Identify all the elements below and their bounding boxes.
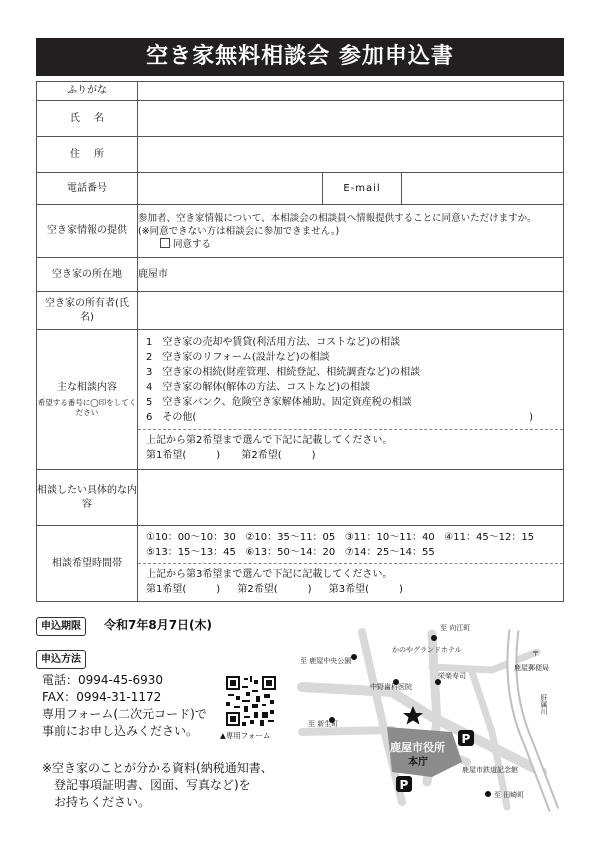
topic-choice-2[interactable]: 第2希望( ) — [241, 450, 316, 461]
time-choice-1[interactable]: 第1希望( ) — [146, 584, 221, 595]
email-label: E-mail — [323, 173, 402, 205]
phone-label: 電話番号 — [37, 173, 138, 205]
name-label: 氏名 — [70, 112, 118, 124]
parking-1: P — [461, 732, 471, 746]
railway-museum-label: 鹿屋市鉄道記念館 — [462, 766, 518, 774]
owner-field[interactable] — [138, 292, 564, 330]
parking-icon-2 — [396, 776, 412, 792]
consent-checkbox[interactable] — [160, 238, 170, 248]
web-line-2: 事前にお申し込みください。 — [42, 724, 199, 738]
web-line-1: 専用フォーム(二次元コード)で — [42, 707, 207, 721]
deadline-badge: 申込期限 — [36, 617, 86, 636]
note-line-1: ※空き家のことが分かる資料(納税通知書、 — [42, 761, 273, 775]
time-label: 相談希望時間帯 — [37, 526, 138, 602]
note-line-2: 登記事項証明書、図面、写真など)を — [54, 778, 251, 792]
application-form — [36, 81, 564, 602]
post-office-label: 鹿屋郵便局 — [514, 664, 549, 672]
note-line-3: お持ちください。 — [54, 795, 151, 809]
deadline-value: 令和7年8月7日(木) — [104, 618, 213, 632]
phone-line: 電話：0994-45-6930 — [42, 673, 164, 687]
time-slot-5[interactable]: ⑤13：15～13：45 — [146, 547, 236, 558]
topic-choice-1[interactable]: 第1希望( ) — [146, 450, 221, 461]
specific-field[interactable] — [138, 470, 564, 526]
to-central-park: 至 鹿屋中央公園 — [300, 657, 352, 665]
time-slot-7[interactable]: ⑦14：25～14：55 — [344, 547, 435, 558]
address-field[interactable] — [138, 137, 564, 173]
post-symbol: 〒 — [532, 650, 539, 658]
time-instruction: 上記から第3希望まで選んで下記に記載してください。 — [146, 569, 393, 580]
time-slot-1[interactable]: ①10：00～10：30 — [146, 532, 236, 543]
furigana-label: ふりがな — [37, 82, 138, 101]
name-field[interactable] — [138, 101, 564, 137]
form-title: 空き家無料相談会 参加申込書 — [36, 38, 564, 76]
qr-code[interactable] — [226, 676, 276, 726]
consent-checkbox-label: 同意する — [173, 238, 212, 250]
dot-central-park — [351, 654, 357, 660]
to-tazaki: 至 田崎町 — [494, 791, 525, 799]
furigana-field[interactable] — [138, 82, 564, 101]
city-hall-sub-label: 本庁 — [408, 757, 428, 768]
to-shinsei: 至 新生町 — [308, 720, 339, 728]
location-field[interactable]: 鹿屋市 — [138, 258, 564, 292]
email-field[interactable] — [402, 173, 564, 205]
time-choice-2[interactable]: 第2希望( ) — [237, 584, 312, 595]
time-slot-4[interactable]: ④11：45～12：15 — [444, 532, 535, 543]
topics-label: 主な相談内容 — [57, 382, 117, 393]
river-label: 肝属川 — [540, 694, 548, 715]
topics-hint: 希望する番号に◯印をしてください — [37, 398, 137, 417]
location-label: 空き家の所在地 — [37, 258, 138, 292]
time-slot-2[interactable]: ②10：35～11：05 — [245, 532, 336, 543]
parking-2: P — [399, 778, 409, 792]
topic-other-close: ) — [529, 412, 533, 423]
topic-item-3[interactable]: 3 空き家の相続(財産管理、相続登記、相続調査など)の相談 — [146, 367, 421, 378]
time-slot-6[interactable]: ⑥13：50～14：20 — [245, 547, 336, 558]
phone-field[interactable] — [138, 173, 323, 205]
time-slot-3[interactable]: ③11：10～11：40 — [344, 532, 435, 543]
dot-tazaki — [485, 791, 491, 797]
qr-caption: ▲専用フォーム — [220, 731, 271, 740]
method-badge: 申込方法 — [36, 650, 86, 669]
fax-line: FAX：0994-31-1172 — [42, 690, 162, 704]
specific-label: 相談したい具体的な内容 — [37, 470, 138, 526]
city-hall-label: 鹿屋市役所 — [390, 741, 445, 754]
topics-instruction: 上記から第2希望まで選んで下記に記載してください。 — [146, 435, 393, 446]
topic-item-4[interactable]: 4 空き家の解体(解体の方法、コストなど)の相談 — [146, 382, 371, 393]
to-mukaemachi: 至 向江町 — [440, 624, 471, 632]
topic-item-2[interactable]: 2 空き家のリフォーム(設計など)の相談 — [146, 352, 330, 363]
location-map — [292, 612, 564, 812]
dental-label: 中野歯科医院 — [370, 683, 412, 691]
topic-item-1[interactable]: 1 空き家の売却や賃貸(利活用方法、コストなど)の相談 — [146, 337, 401, 348]
sushi-label: 栄楽寿司 — [438, 672, 466, 680]
topic-item-6[interactable]: 6 その他( — [146, 412, 197, 423]
address-label: 住所 — [70, 148, 118, 160]
parking-icon-1 — [458, 730, 474, 746]
topic-item-5[interactable]: 5 空き家バンク、危険空き家解体補助、固定資産税の相談 — [146, 397, 412, 408]
info-label: 空き家情報の提供 — [37, 205, 138, 258]
time-choice-3[interactable]: 第3希望( ) — [328, 584, 403, 595]
consent-text: 参加者、空き家情報について、本相談会の相談員へ情報提供することに同意いただけますか。 — [138, 212, 537, 224]
consent-note: (※同意できない方は相談会に参加できません。) — [138, 225, 340, 237]
dot-mukaemachi — [431, 635, 437, 641]
hotel-label: かのやグランドホテル — [392, 646, 462, 654]
owner-label: 空き家の所有者(氏名) — [37, 292, 138, 330]
